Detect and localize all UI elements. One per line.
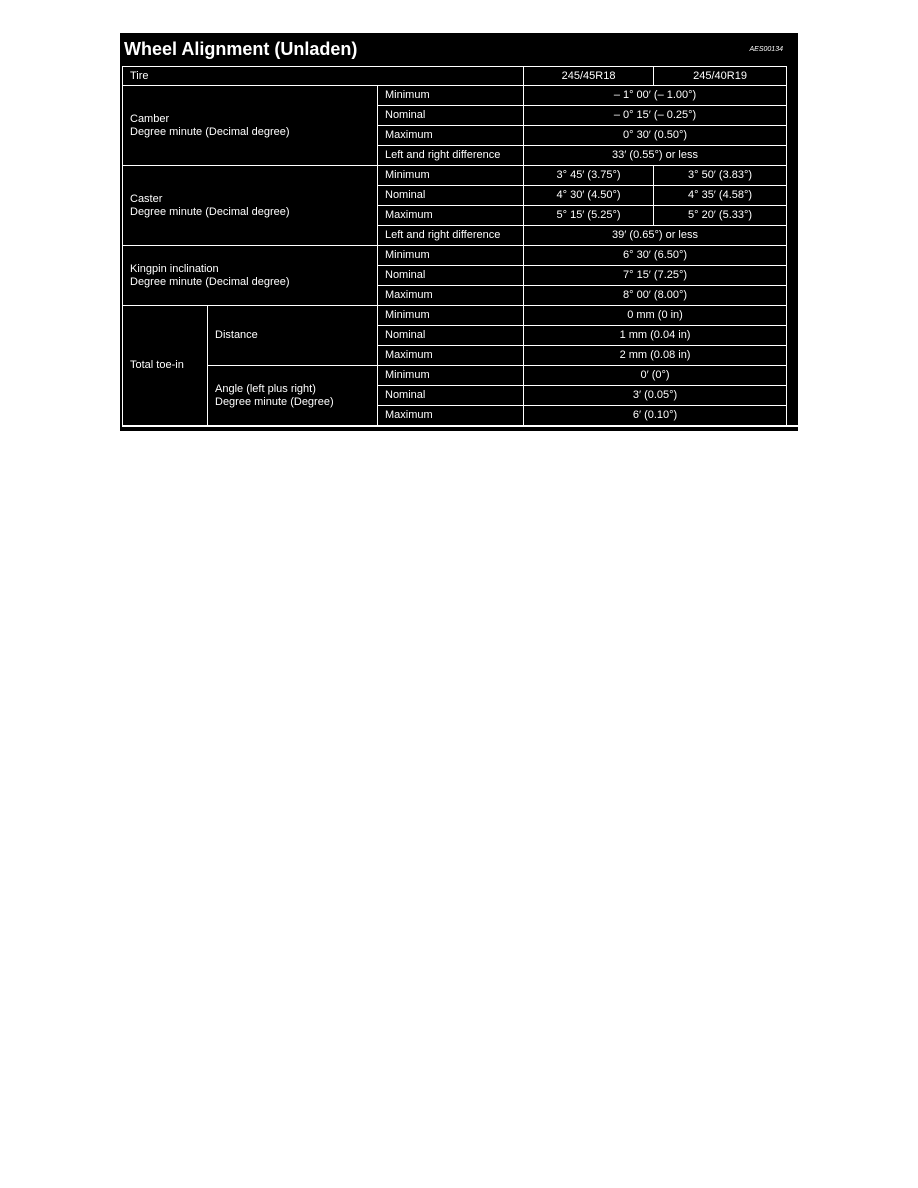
- kingpin-maximum: 8° 00′ (8.00°): [524, 286, 787, 306]
- row-label: Minimum: [378, 246, 524, 266]
- row-label: Left and right difference: [378, 146, 524, 166]
- table-row: [123, 246, 787, 266]
- row-label: Nominal: [378, 106, 524, 126]
- alignment-spec-table: [122, 66, 787, 426]
- toe-distance-label: Distance: [208, 306, 378, 366]
- tire-245-40r19: 245/40R19: [654, 67, 787, 86]
- caster-minimum-r18: 3° 45′ (3.75°): [524, 166, 654, 186]
- toe-angle-minimum: 0′ (0°): [524, 366, 787, 386]
- kingpin-nominal: 7° 15′ (7.25°): [524, 266, 787, 286]
- table-row: [123, 166, 787, 186]
- toe-distance-minimum: 0 mm (0 in): [524, 306, 787, 326]
- kingpin-label: Kingpin inclination: [130, 262, 219, 275]
- figure-title: Wheel Alignment (Unladen): [124, 39, 358, 59]
- row-label: Nominal: [378, 186, 524, 206]
- caster-nominal-r19: 4° 35′ (4.58°): [654, 186, 787, 206]
- row-label: Maximum: [378, 346, 524, 366]
- row-label: Minimum: [378, 166, 524, 186]
- toe-distance-maximum: 2 mm (0.08 in): [524, 346, 787, 366]
- tire-245-45r18: 245/45R18: [524, 67, 654, 86]
- figure-code: AES00134: [749, 46, 783, 53]
- row-label: Minimum: [378, 306, 524, 326]
- row-label: Nominal: [378, 326, 524, 346]
- camber-maximum: 0° 30′ (0.50°): [524, 126, 787, 146]
- bottom-rule: [122, 425, 798, 427]
- kingpin-label-cell: [123, 246, 378, 306]
- camber-difference: 33′ (0.55°) or less: [524, 146, 787, 166]
- camber-label-cell: [123, 86, 378, 166]
- caster-minimum-r19: 3° 50′ (3.83°): [654, 166, 787, 186]
- toe-label: Total toe-in: [123, 306, 208, 426]
- toe-angle-nominal: 3′ (0.05°): [524, 386, 787, 406]
- kingpin-minimum: 6° 30′ (6.50°): [524, 246, 787, 266]
- row-label: Nominal: [378, 266, 524, 286]
- tire-label: Tire: [123, 67, 524, 86]
- caster-label: Caster: [130, 192, 163, 205]
- camber-unit: Degree minute (Decimal degree): [130, 125, 290, 138]
- row-label: Maximum: [378, 286, 524, 306]
- caster-label-cell: [123, 166, 378, 246]
- toe-angle-maximum: 6′ (0.10°): [524, 406, 787, 426]
- row-label: Minimum: [378, 366, 524, 386]
- row-label: Maximum: [378, 406, 524, 426]
- caster-unit: Degree minute (Decimal degree): [130, 205, 290, 218]
- toe-angle-unit: Degree minute (Degree): [215, 395, 334, 408]
- camber-label: Camber: [130, 112, 170, 125]
- toe-distance-nominal: 1 mm (0.04 in): [524, 326, 787, 346]
- wheel-alignment-figure: [120, 33, 798, 431]
- table-row: [123, 366, 787, 386]
- toe-angle-label: Angle (left plus right): [215, 382, 316, 395]
- camber-minimum: – 1° 00′ (– 1.00°): [524, 86, 787, 106]
- row-label: Maximum: [378, 126, 524, 146]
- row-label: Left and right difference: [378, 226, 524, 246]
- kingpin-unit: Degree minute (Decimal degree): [130, 275, 290, 288]
- caster-maximum-r19: 5° 20′ (5.33°): [654, 206, 787, 226]
- row-label: Maximum: [378, 206, 524, 226]
- toe-angle-label-cell: [208, 366, 378, 426]
- camber-nominal: – 0° 15′ (– 0.25°): [524, 106, 787, 126]
- table-row: [123, 86, 787, 106]
- table-row: [123, 306, 787, 326]
- row-label: Minimum: [378, 86, 524, 106]
- row-label: Nominal: [378, 386, 524, 406]
- table-row-tire: [123, 67, 787, 86]
- caster-maximum-r18: 5° 15′ (5.25°): [524, 206, 654, 226]
- caster-nominal-r18: 4° 30′ (4.50°): [524, 186, 654, 206]
- caster-difference: 39′ (0.65°) or less: [524, 226, 787, 246]
